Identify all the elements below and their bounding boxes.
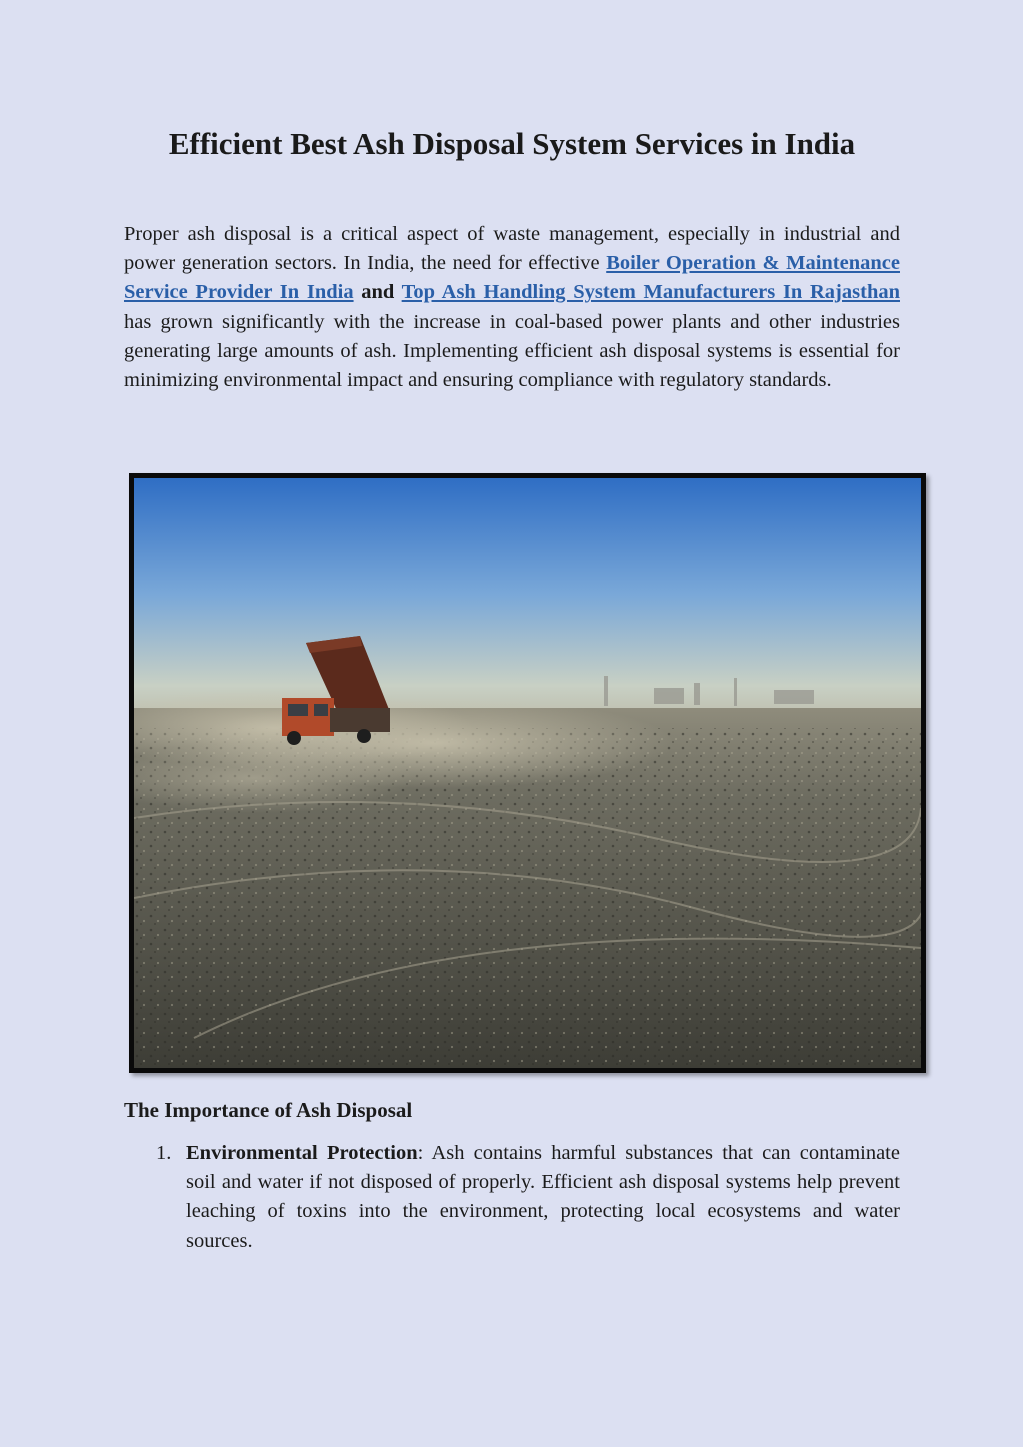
- list-item-text: Ash contains harmful substances that can contaminate soil and water if not disposed of properly. Efficient ash disposal systems help prevent leaching of toxins into the environment, protecting local ecosystems and water sources.: [186, 1142, 900, 1252]
- list-number: 1.: [156, 1142, 172, 1164]
- boiler-operation-link[interactable]: Boiler Operation & Maintenance Service Provider In India: [124, 252, 900, 304]
- intro-text-start: Proper ash disposal is a critical aspect of waste management, especially in industrial and power generation sectors. In India, the need for effective: [124, 223, 900, 275]
- intro-paragraph: [124, 220, 900, 395]
- list-item-separator: :: [417, 1142, 432, 1164]
- ash-handling-link[interactable]: Top Ash Handling System Manufacturers In Rajasthan: [401, 281, 900, 304]
- importance-list: [124, 1139, 900, 1256]
- ash-disposal-photo: [129, 473, 926, 1073]
- list-item-term: Environmental Protection: [186, 1142, 418, 1164]
- page-title: Efficient Best Ash Disposal System Services in India: [168, 126, 856, 161]
- list-item: [124, 1139, 900, 1256]
- intro-text-end: has grown significantly with the increase in coal-based power plants and other industries generating large amounts of ash. Implementing efficient ash disposal systems is essential for minimizing environmental impact and ensuring compliance with regulatory standards.: [124, 310, 900, 392]
- section-heading: The Importance of Ash Disposal: [124, 1098, 413, 1122]
- intro-joiner: and: [353, 281, 402, 304]
